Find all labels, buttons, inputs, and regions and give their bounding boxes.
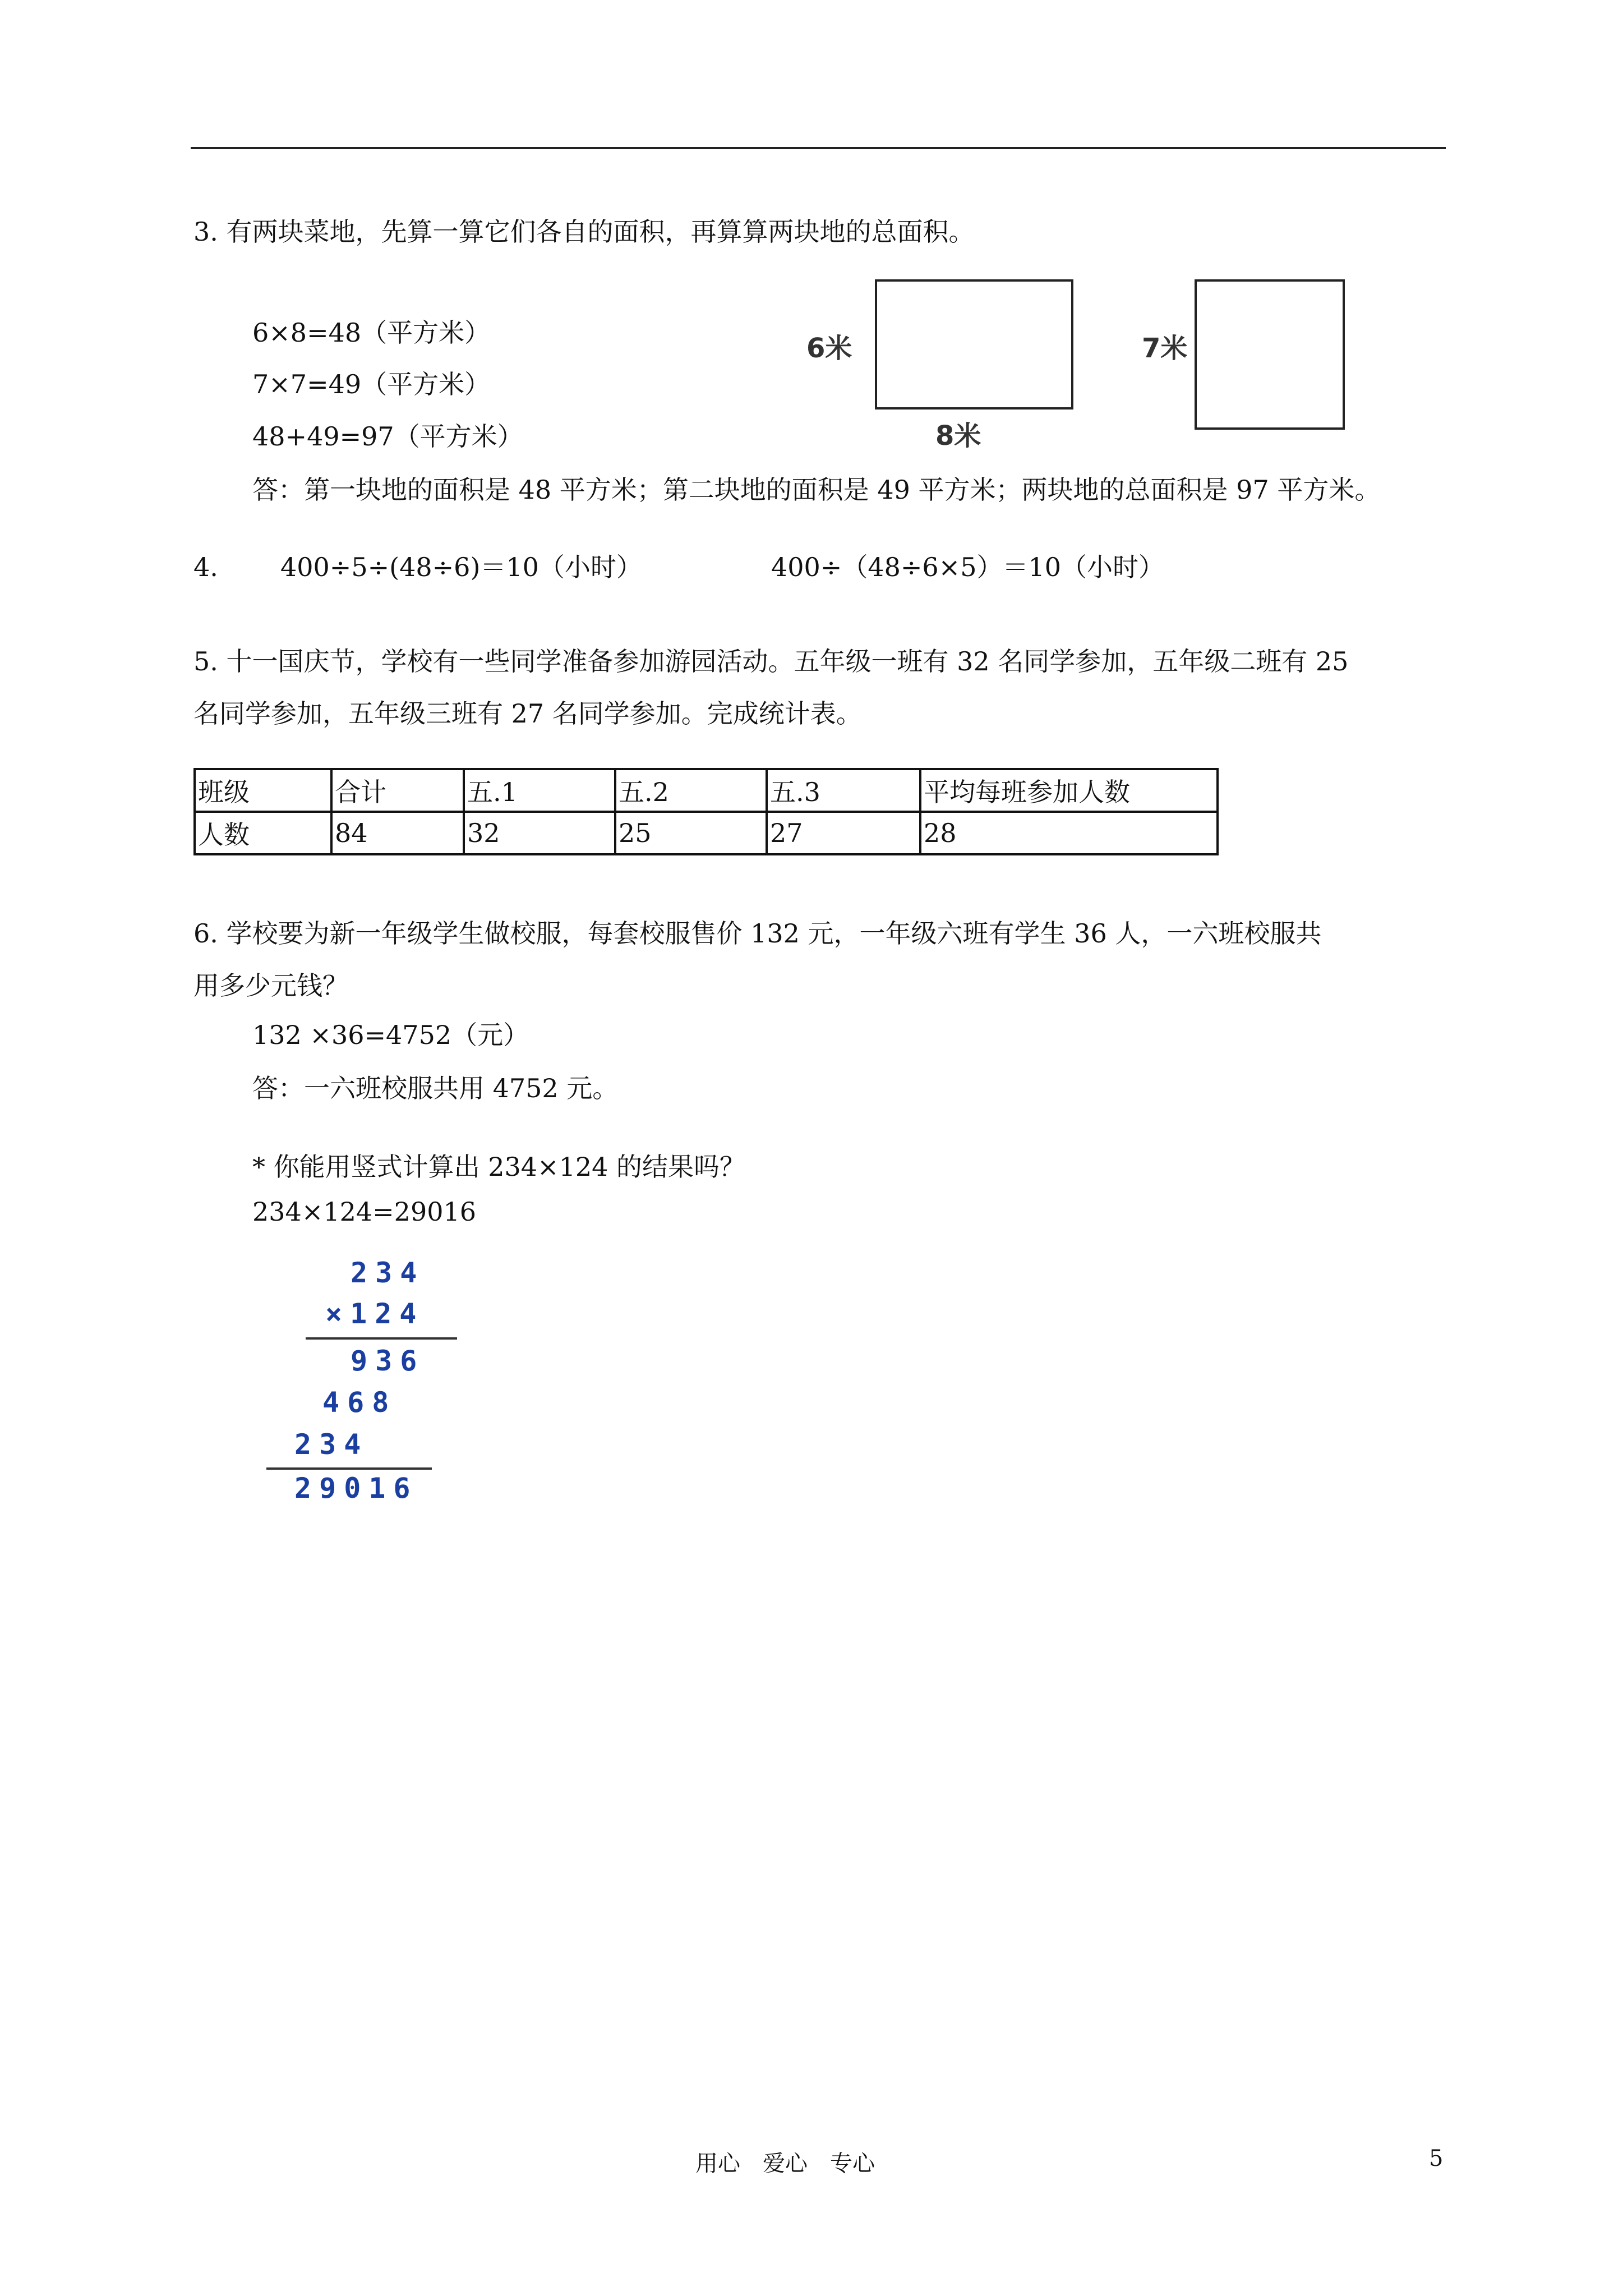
plot-1-height-label: 6米 (806, 333, 852, 364)
problem-6-calc: 132 ×36=4752（元） (252, 1020, 529, 1050)
vm-rule-2 (266, 1467, 432, 1470)
header-cell-average: 平均每班参加人数 (920, 769, 1218, 812)
problem-6-line-1: 6. 学校要为新一年级学生做校服，每套校服售价 132 元，一年级六班有学生 36 人，一六班校服共 (193, 918, 1322, 949)
table-row (195, 812, 1218, 854)
problem-3-answer: 答：第一块地的面积是 48 平方米；第二块地的面积是 49 平方米；两块地的总面积是 97 平方米。 (252, 475, 1381, 505)
vm-total: 29016 (294, 1472, 418, 1504)
plot-1-width-label: 8米 (935, 420, 981, 452)
header-cell-total: 合计 (331, 769, 464, 812)
header-cell-class: 班级 (195, 769, 331, 812)
problem-5-line-2: 名同学参加，五年级三班有 27 名同学参加。完成统计表。 (193, 698, 862, 729)
vm-partial-1: 936 (351, 1345, 425, 1377)
vm-rule-1 (306, 1337, 457, 1340)
vm-partial-2: 468 (322, 1386, 397, 1419)
footer-motto: 用心 爱心 专心 (695, 2151, 875, 2177)
cell-average: 28 (920, 812, 1218, 854)
problem-4-expr-1: 400÷5÷(48÷6)＝10（小时） (280, 552, 642, 582)
header-cell-class-1: 五.1 (464, 769, 615, 812)
problem-4-expr-2: 400÷（48÷6×5）＝10（小时） (771, 552, 1165, 582)
bonus-result: 234×124=29016 (252, 1197, 477, 1227)
vegetable-plot-2 (1195, 279, 1345, 430)
vegetable-plot-1 (875, 279, 1073, 409)
problem-3-line-2: 7×7=49（平方米） (252, 369, 491, 399)
problem-6-answer: 答：一六班校服共用 4752 元。 (252, 1073, 619, 1103)
cell-class-1: 32 (464, 812, 615, 854)
cell-total: 84 (331, 812, 464, 854)
table-header-row (195, 769, 1218, 812)
header-rule (191, 147, 1446, 149)
problem-3-question: 3. 有两块菜地，先算一算它们各自的面积，再算算两块地的总面积。 (193, 217, 975, 247)
row-label: 人数 (195, 812, 331, 854)
bonus-question: * 你能用竖式计算出 234×124 的结果吗？ (252, 1152, 746, 1182)
problem-3-line-1: 6×8=48（平方米） (252, 318, 491, 348)
cell-class-3: 27 (767, 812, 920, 854)
statistics-table (193, 768, 1219, 855)
problem-3-line-3: 48+49=97（平方米） (252, 421, 523, 452)
header-cell-class-2: 五.2 (615, 769, 767, 812)
vm-multiplier: ×124 (325, 1297, 425, 1330)
problem-6-line-2: 用多少元钱？ (193, 970, 348, 1001)
problem-4-number: 4. (193, 552, 218, 582)
problem-5-line-1: 5. 十一国庆节，学校有一些同学准备参加游园活动。五年级一班有 32 名同学参加，五年级二班有 25 (193, 646, 1349, 677)
cell-class-2: 25 (615, 812, 767, 854)
page-number: 5 (1429, 2146, 1444, 2171)
header-cell-class-3: 五.3 (767, 769, 920, 812)
plot-2-side-label: 7米 (1142, 333, 1188, 364)
vm-multiplicand: 234 (351, 1257, 425, 1289)
vm-partial-3: 234 (294, 1428, 369, 1461)
